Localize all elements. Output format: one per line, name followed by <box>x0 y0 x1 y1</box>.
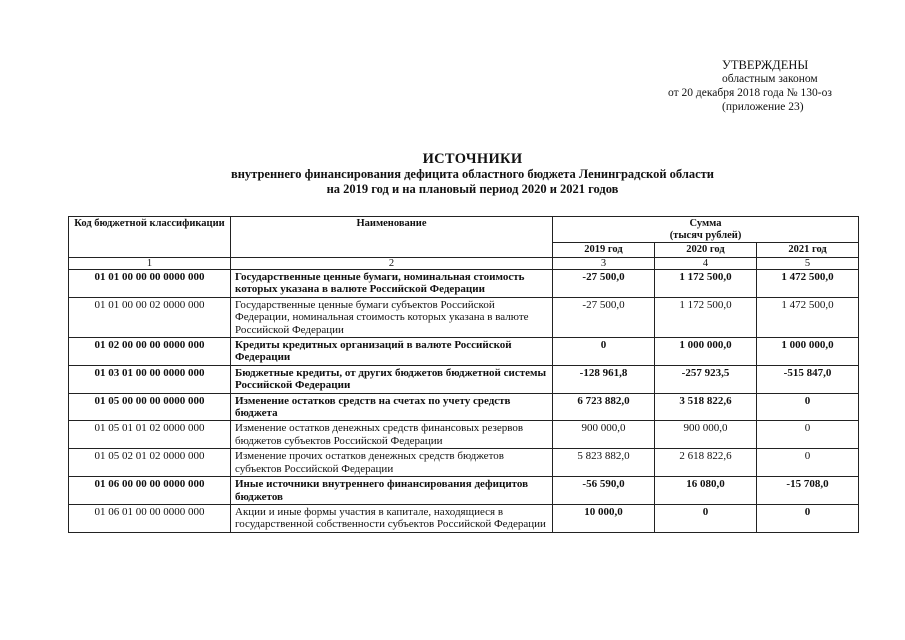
row-code: 01 03 01 00 00 0000 000 <box>69 365 231 393</box>
row-code: 01 05 01 01 02 0000 000 <box>69 421 231 449</box>
header-code: Код бюджетной классификации <box>69 217 231 258</box>
column-numbers-row <box>69 258 859 270</box>
document-title-line-2: внутреннего финансирования дефицита областного бюджета Ленинградской области <box>230 167 715 181</box>
row-value-2020: 1 172 500,0 <box>655 270 757 298</box>
table-row <box>69 477 859 505</box>
approval-line-1: областным законом <box>722 73 818 85</box>
row-value-2020: 1 172 500,0 <box>655 297 757 337</box>
row-value-2021: -515 847,0 <box>757 365 859 393</box>
table-row <box>69 449 859 477</box>
sources-table <box>68 216 859 533</box>
header-sum <box>553 217 859 243</box>
row-value-2019: -27 500,0 <box>553 297 655 337</box>
row-name: Государственные ценные бумаги субъектов Российской Федерации, номинальная стоимость которых указана в валюте Российской Федерации <box>231 297 553 337</box>
approval-title: УТВЕРЖДЕНЫ <box>722 58 809 72</box>
row-code: 01 01 00 00 00 0000 000 <box>69 270 231 298</box>
row-value-2021: 0 <box>757 393 859 421</box>
row-name: Иные источники внутреннего финансирования дефицитов бюджетов <box>231 477 553 505</box>
row-name: Изменение остатков средств на счетах по учету средств бюджета <box>231 393 553 421</box>
table-row <box>69 504 859 532</box>
row-name: Государственные ценные бумаги, номинальная стоимость которых указана в валюте Российской Федерации <box>231 270 553 298</box>
row-code: 01 05 02 01 02 0000 000 <box>69 449 231 477</box>
header-sum-unit: (тысяч рублей) <box>669 229 742 241</box>
row-name: Бюджетные кредиты, от других бюджетов бюджетной системы Российской Федерации <box>231 365 553 393</box>
row-value-2021: 0 <box>757 421 859 449</box>
row-code: 01 06 00 00 00 0000 000 <box>69 477 231 505</box>
table-row <box>69 365 859 393</box>
row-value-2020: 1 000 000,0 <box>655 338 757 366</box>
column-number: 2 <box>231 258 553 270</box>
table-row <box>69 393 859 421</box>
row-value-2020: 2 618 822,6 <box>655 449 757 477</box>
row-code: 01 02 00 00 00 0000 000 <box>69 338 231 366</box>
document-title <box>70 152 875 197</box>
approval-line-2: от 20 декабря 2018 года № 130-оз <box>668 87 832 99</box>
row-value-2019: 900 000,0 <box>553 421 655 449</box>
header-name: Наименование <box>231 217 553 258</box>
row-name: Кредиты кредитных организаций в валюте Российской Федерации <box>231 338 553 366</box>
approval-line-3: (приложение 23) <box>722 101 804 113</box>
table-row <box>69 297 859 337</box>
column-number: 3 <box>553 258 655 270</box>
column-number: 5 <box>757 258 859 270</box>
row-value-2021: 1 472 500,0 <box>757 297 859 337</box>
row-value-2019: 6 723 882,0 <box>553 393 655 421</box>
table-row <box>69 421 859 449</box>
column-number: 4 <box>655 258 757 270</box>
table-row <box>69 270 859 298</box>
row-value-2019: -128 961,8 <box>553 365 655 393</box>
row-code: 01 05 00 00 00 0000 000 <box>69 393 231 421</box>
row-code: 01 01 00 00 02 0000 000 <box>69 297 231 337</box>
header-year-2020: 2020 год <box>655 243 757 258</box>
header-year-2021: 2021 год <box>757 243 859 258</box>
row-value-2020: 0 <box>655 504 757 532</box>
header-year-2019: 2019 год <box>553 243 655 258</box>
row-name: Изменение остатков денежных средств финансовых резервов бюджетов субъектов Российской Федерации <box>231 421 553 449</box>
row-value-2021: -15 708,0 <box>757 477 859 505</box>
row-value-2019: 0 <box>553 338 655 366</box>
column-number: 1 <box>69 258 231 270</box>
row-value-2020: -257 923,5 <box>655 365 757 393</box>
row-code: 01 06 01 00 00 0000 000 <box>69 504 231 532</box>
row-value-2021: 1 000 000,0 <box>757 338 859 366</box>
document-title-main: ИСТОЧНИКИ <box>422 151 523 167</box>
row-value-2019: 10 000,0 <box>553 504 655 532</box>
row-value-2021: 0 <box>757 504 859 532</box>
row-value-2019: -27 500,0 <box>553 270 655 298</box>
row-name: Акции и иные формы участия в капитале, находящиеся в государственной собственности субъектов Российской Федерации <box>231 504 553 532</box>
document-title-line-3: на 2019 год и на плановый период 2020 и 2021 годов <box>326 182 619 196</box>
row-value-2021: 0 <box>757 449 859 477</box>
row-value-2019: 5 823 882,0 <box>553 449 655 477</box>
table-row <box>69 338 859 366</box>
row-value-2020: 900 000,0 <box>655 421 757 449</box>
approval-stamp <box>660 58 832 114</box>
row-value-2021: 1 472 500,0 <box>757 270 859 298</box>
row-value-2019: -56 590,0 <box>553 477 655 505</box>
row-value-2020: 16 080,0 <box>655 477 757 505</box>
row-name: Изменение прочих остатков денежных средств бюджетов субъектов Российской Федерации <box>231 449 553 477</box>
header-sum-label: Сумма <box>689 218 722 229</box>
row-value-2020: 3 518 822,6 <box>655 393 757 421</box>
